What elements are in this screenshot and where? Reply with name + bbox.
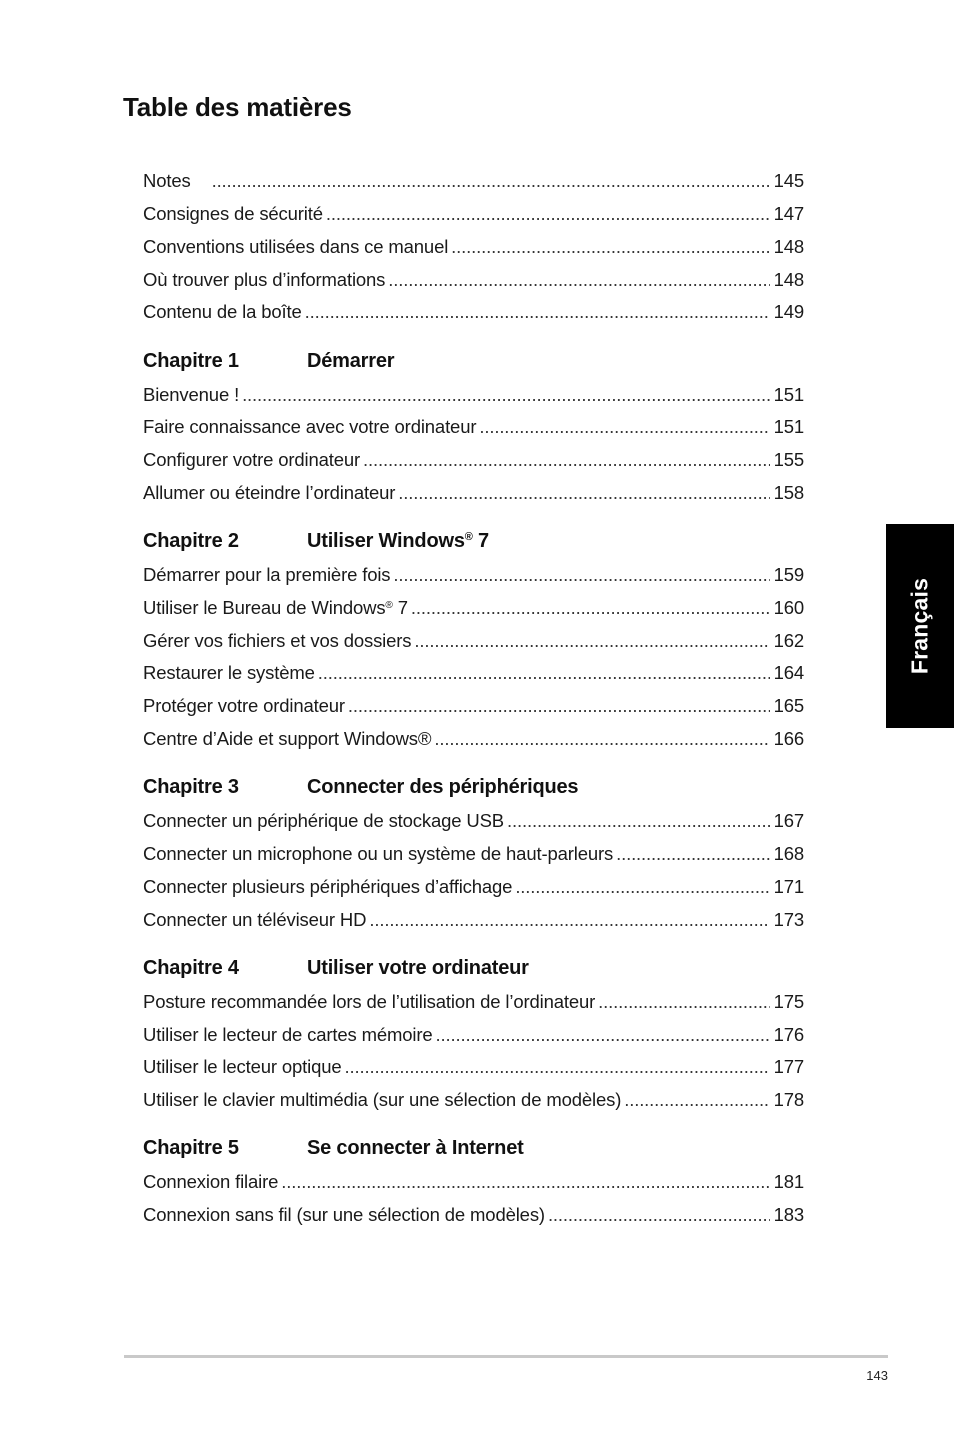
toc-entry-label: Configurer votre ordinateur	[143, 449, 361, 470]
toc-entry-label	[143, 596, 408, 620]
chapter-title: Utiliser votre ordinateur	[307, 957, 529, 979]
toc-entry-page: 158	[773, 482, 804, 503]
toc-entry[interactable]	[143, 235, 804, 259]
toc-entry-page: 167	[773, 810, 804, 831]
toc-entry-page: 166	[773, 728, 804, 749]
dot-leader	[369, 908, 769, 932]
toc-entry-page: 165	[773, 695, 804, 716]
dot-leader	[281, 1170, 769, 1194]
dot-leader	[388, 268, 769, 292]
toc-entry-label: Restaurer le système	[143, 662, 315, 683]
chapter-title: Démarrer	[307, 350, 395, 372]
toc-entry[interactable]	[143, 448, 804, 472]
toc-entry[interactable]	[143, 809, 804, 833]
chapter-title-suffix: 7	[472, 530, 489, 552]
toc-entry[interactable]	[143, 169, 804, 193]
chapter-heading[interactable]	[143, 955, 804, 981]
dot-leader	[363, 448, 770, 472]
toc-entry-page: 151	[773, 384, 804, 405]
toc-entry-label: Notes	[143, 170, 191, 191]
toc-entry-label: Posture recommandée lors de l’utilisation de l’ordinateur	[143, 991, 596, 1012]
dot-leader	[436, 1023, 770, 1047]
toc-entry-page: 164	[773, 662, 804, 683]
toc-entry[interactable]	[143, 596, 804, 620]
toc-entry-page: 147	[773, 203, 804, 224]
toc-entry-label: Utiliser le lecteur optique	[143, 1056, 342, 1077]
page-title: Table des matières	[123, 92, 352, 122]
toc-entry-label: Connecter un périphérique de stockage USB	[143, 810, 504, 831]
toc-entry[interactable]	[143, 268, 804, 292]
chapter-title: Se connecter à Internet	[307, 1137, 524, 1159]
toc-entry-label: Où trouver plus d’informations	[143, 269, 386, 290]
toc-entry-page: 183	[773, 1204, 804, 1225]
dot-leader	[507, 809, 770, 833]
toc-entry-page: 168	[773, 843, 804, 864]
toc-entry-label: Protéger votre ordinateur	[143, 695, 345, 716]
chapter-number: Chapitre 5	[143, 1137, 239, 1159]
toc-entry-label: Connecter plusieurs périphériques d’affichage	[143, 876, 513, 897]
chapter-title: Connecter des périphériques	[307, 776, 579, 798]
chapter-number: Chapitre 1	[143, 350, 239, 372]
toc-entry-page: 160	[773, 597, 804, 618]
toc-entry-label: Bienvenue !	[143, 384, 240, 405]
chapter-heading[interactable]	[143, 774, 804, 800]
toc-entry-page: 151	[773, 416, 804, 437]
toc-entry-label: Conventions utilisées dans ce manuel	[143, 236, 449, 257]
toc-entry[interactable]	[143, 842, 804, 866]
toc-entry[interactable]	[143, 908, 804, 932]
dot-leader	[515, 875, 769, 899]
toc-entry-page: 175	[773, 991, 804, 1012]
toc-entry-label: Connecter un microphone ou un système de haut-parleurs	[143, 843, 614, 864]
toc-entry-page: 171	[773, 876, 804, 897]
toc-entry[interactable]	[143, 300, 804, 324]
chapter-heading[interactable]	[143, 1135, 804, 1161]
dot-leader	[242, 383, 770, 407]
toc-entry-page: 155	[773, 449, 804, 470]
toc-entry-label: Utiliser le clavier multimédia (sur une sélection de modèles)	[143, 1089, 622, 1110]
toc-entry-page: 159	[773, 564, 804, 585]
toc-entry[interactable]	[143, 481, 804, 505]
toc-entry-label: Gérer vos fichiers et vos dossiers	[143, 630, 412, 651]
dot-leader	[414, 629, 769, 653]
toc-entry-page: 148	[773, 269, 804, 290]
toc-entry-label: Contenu de la boîte	[143, 301, 302, 322]
dot-leader	[348, 694, 770, 718]
toc-entry-label: Allumer ou éteindre l’ordinateur	[143, 482, 396, 503]
language-tab-label: Français	[906, 577, 933, 675]
toc-entry[interactable]	[143, 202, 804, 226]
chapter-title: Utiliser Windows	[307, 530, 465, 552]
chapter-number: Chapitre 4	[143, 957, 239, 979]
language-tab	[886, 524, 954, 728]
dot-leader	[212, 169, 770, 193]
dot-leader	[451, 235, 769, 259]
footer-divider	[124, 1355, 888, 1358]
chapter-number: Chapitre 3	[143, 776, 239, 798]
toc-entry[interactable]	[143, 1088, 804, 1112]
toc-entry[interactable]	[143, 1203, 804, 1227]
dot-leader	[305, 300, 770, 324]
toc-entry[interactable]	[143, 415, 804, 439]
registered-mark: ®	[464, 531, 473, 544]
toc-entry[interactable]	[143, 563, 804, 587]
toc-entry-page: 176	[773, 1024, 804, 1045]
toc-entry-page: 145	[773, 170, 804, 191]
registered-mark: ®	[385, 599, 393, 611]
toc-entry-label-suffix: 7	[392, 597, 408, 618]
toc-entry-label: Centre d’Aide et support Windows®	[143, 728, 432, 749]
chapter-heading[interactable]	[143, 528, 804, 554]
toc-entry[interactable]	[143, 1023, 804, 1047]
toc-entry[interactable]	[143, 727, 804, 751]
dot-leader	[434, 727, 769, 751]
toc-entry[interactable]	[143, 661, 804, 685]
toc-entry[interactable]	[143, 629, 804, 653]
page-number: 143	[866, 1368, 888, 1383]
toc-entry[interactable]	[143, 694, 804, 718]
toc-entry[interactable]	[143, 383, 804, 407]
toc-entry-label-text: Utiliser le Bureau de Windows	[143, 597, 386, 618]
toc-entry-label: Connexion sans fil (sur une sélection de modèles)	[143, 1204, 545, 1225]
toc-entry-page: 178	[773, 1089, 804, 1110]
dot-leader	[616, 842, 769, 866]
chapter-number: Chapitre 2	[143, 530, 239, 552]
toc-entry[interactable]	[143, 990, 804, 1014]
toc-entry-page: 148	[773, 236, 804, 257]
dot-leader	[318, 661, 770, 685]
toc-entry[interactable]	[143, 875, 804, 899]
toc-entry-label: Connexion filaire	[143, 1171, 279, 1192]
dot-leader	[598, 990, 769, 1014]
toc-entry-label: Connecter un téléviseur HD	[143, 909, 367, 930]
chapter-heading[interactable]	[143, 348, 804, 374]
dot-leader	[393, 563, 769, 587]
dot-leader	[411, 596, 770, 620]
toc-entry-page: 149	[773, 301, 804, 322]
toc-entry[interactable]	[143, 1055, 804, 1079]
dot-leader	[479, 415, 769, 439]
toc-entry-page: 181	[773, 1171, 804, 1192]
toc-entry-page: 177	[773, 1056, 804, 1077]
toc-entry-label: Utiliser le lecteur de cartes mémoire	[143, 1024, 433, 1045]
dot-leader	[398, 481, 769, 505]
toc-entry-page: 162	[773, 630, 804, 651]
toc-entry-page: 173	[773, 909, 804, 930]
dot-leader	[326, 202, 770, 226]
toc-entry[interactable]	[143, 1170, 804, 1194]
dot-leader	[345, 1055, 770, 1079]
dot-leader	[548, 1203, 770, 1227]
dot-leader	[624, 1088, 769, 1112]
toc-entry-label: Faire connaissance avec votre ordinateur	[143, 416, 477, 437]
toc-entry-label: Démarrer pour la première fois	[143, 564, 391, 585]
toc-entry-label: Consignes de sécurité	[143, 203, 323, 224]
